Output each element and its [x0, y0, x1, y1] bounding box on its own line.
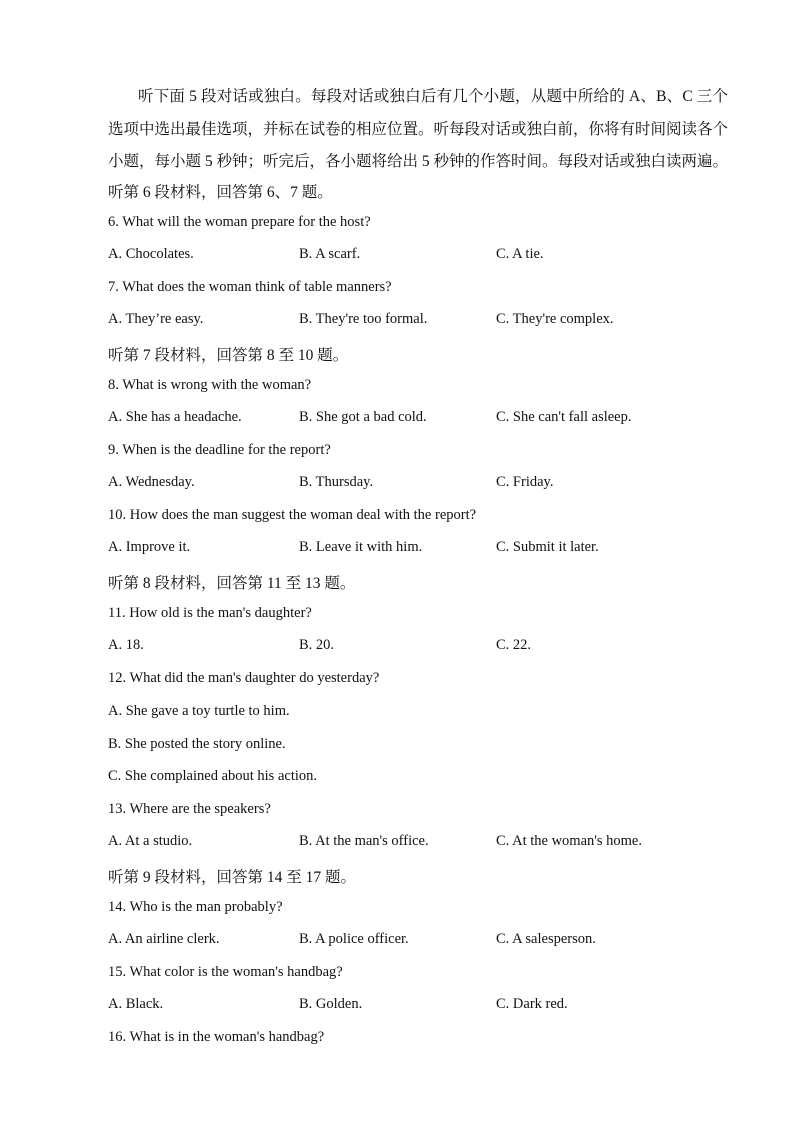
option-a: A. Black. [108, 996, 164, 1012]
option-c: C. They're complex. [496, 311, 614, 327]
section-heading-7: 听第 7 段材料，回答第 8 至 10 题。 [108, 347, 349, 364]
option-c: C. A salesperson. [496, 931, 596, 947]
question-16: 16. What is in the woman's handbag? [108, 1029, 325, 1045]
option-c: C. Submit it later. [496, 539, 599, 555]
option-b: B. Thursday. [299, 474, 374, 490]
question-9: 9. When is the deadline for the report? [108, 442, 331, 458]
question-8: 8. What is wrong with the woman? [108, 377, 312, 393]
option-c: C. At the woman's home. [496, 833, 642, 849]
question-13: 13. Where are the speakers? [108, 801, 271, 817]
option-b: B. A scarf. [299, 246, 361, 262]
section-heading-8: 听第 8 段材料，回答第 11 至 13 题。 [108, 575, 356, 592]
option-c: C. Friday. [496, 474, 554, 490]
option-a: A. At a studio. [108, 833, 193, 849]
option-a: A. An airline clerk. [108, 931, 220, 947]
option-c: C. She can't fall asleep. [496, 409, 632, 425]
option-a: A. Chocolates. [108, 246, 194, 262]
option-c: C. Dark red. [496, 996, 568, 1012]
option-a: A. She gave a toy turtle to him. [108, 703, 290, 719]
option-a: A. Wednesday. [108, 474, 195, 490]
question-6: 6. What will the woman prepare for the host? [108, 214, 371, 230]
option-b: B. They're too formal. [299, 311, 428, 327]
question-10: 10. How does the man suggest the woman deal with the report? [108, 507, 477, 523]
listening-instructions: 听下面 5 段对话或独白。每段对话或独白后有几个小题，从题中所给的 A、B、C 三个选项中选出最佳选项，并标在试卷的相应位置。听每段对话或独白前，你将有时间阅读各个小题，每小题 5 秒钟；听完后，各小题将给出 5 秒钟的作答时间。每段对话或独白读两遍。 [108, 88, 729, 170]
option-b: B. Leave it with him. [299, 539, 423, 555]
question-14: 14. Who is the man probably? [108, 899, 283, 915]
option-a: A. They’re easy. [108, 311, 204, 327]
option-a: A. 18. [108, 637, 144, 653]
question-11: 11. How old is the man's daughter? [108, 605, 312, 621]
section-heading-6: 听第 6 段材料，回答第 6、7 题。 [108, 184, 333, 201]
option-c: C. A tie. [496, 246, 544, 262]
option-c: C. 22. [496, 637, 532, 653]
question-7: 7. What does the woman think of table manners? [108, 279, 392, 295]
option-a: A. Improve it. [108, 539, 191, 555]
option-b: B. She got a bad cold. [299, 409, 427, 425]
section-heading-9: 听第 9 段材料，回答第 14 至 17 题。 [108, 869, 357, 886]
option-b: B. Golden. [299, 996, 363, 1012]
option-b: B. 20. [299, 637, 335, 653]
question-12: 12. What did the man's daughter do yesterday? [108, 670, 380, 686]
option-c: C. She complained about his action. [108, 768, 318, 784]
option-b: B. A police officer. [299, 931, 409, 947]
question-15: 15. What color is the woman's handbag? [108, 964, 343, 980]
option-b: B. At the man's office. [299, 833, 429, 849]
option-a: A. She has a headache. [108, 409, 242, 425]
option-b: B. She posted the story online. [108, 736, 286, 752]
